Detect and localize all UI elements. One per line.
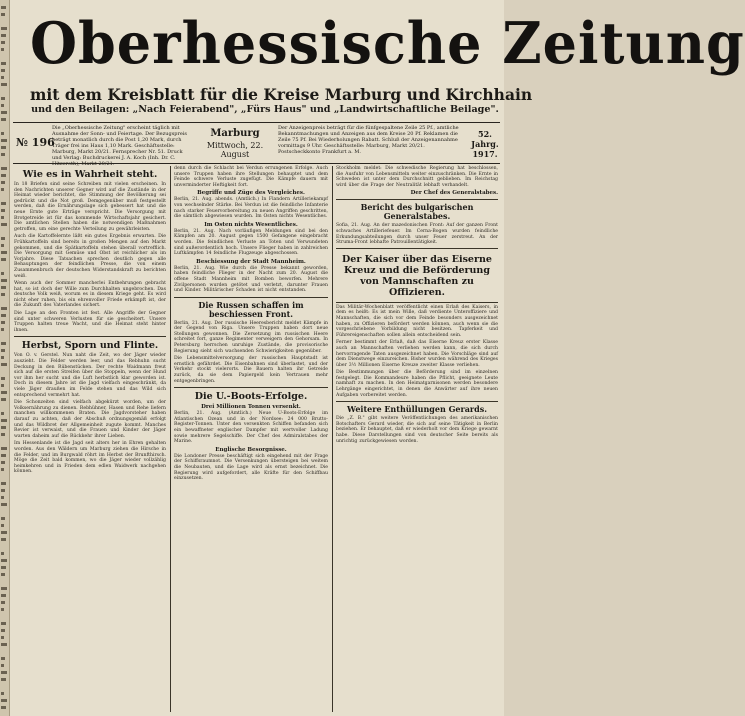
edge-glyph bbox=[1, 461, 5, 464]
article-paragraph: Sofia, 21. Aug. An der mazedonischen Front: Auf der ganzen Front schwaches Artilleriefeuer. Im Cerna-Bogen wurden feindliche Erkundungsabteilungen durch unser Feuer zerstreut. An der Struma-Front lebhafte Patrouillentätigkeit. bbox=[336, 223, 498, 246]
issue-city: Marburg bbox=[210, 128, 260, 139]
edge-glyph bbox=[1, 111, 7, 114]
edge-glyph bbox=[1, 643, 7, 646]
edge-glyph bbox=[1, 307, 7, 310]
edge-glyph bbox=[1, 251, 7, 254]
edge-glyph bbox=[1, 321, 5, 324]
edge-glyph bbox=[1, 223, 7, 226]
article-heading: Die U.-Boots-Erfolge. bbox=[194, 391, 308, 403]
edge-glyph bbox=[1, 216, 4, 219]
article-paragraph: Im Hessenlande ist die Jagd seit alters her in Ehren gehalten worden. Aus den Wäldern um Marburg ziehen die Hirsche in die Felder, und im Burgwald röhrt im Herbst der Brunfthirsch. Möge die Zeit bald kommen, wo die Jäger wieder vollzählig heimkehren und in Frieden dem edlen Waidwerk nachgehen können. bbox=[14, 441, 166, 475]
edge-glyph bbox=[1, 76, 4, 79]
edge-glyph bbox=[1, 531, 7, 534]
adjacent-page-edge bbox=[0, 0, 10, 716]
header-bottom-rule bbox=[13, 163, 500, 164]
edge-glyph bbox=[1, 97, 5, 100]
article-heading: Weitere Enthüllungen Gerards. bbox=[347, 404, 487, 415]
section-divider bbox=[174, 387, 328, 388]
edge-glyph bbox=[1, 517, 5, 520]
edge-glyph bbox=[1, 139, 7, 142]
edge-glyph bbox=[1, 384, 4, 387]
edge-glyph bbox=[1, 412, 4, 415]
column-1 bbox=[14, 166, 166, 712]
edge-glyph bbox=[1, 118, 6, 121]
edge-glyph bbox=[1, 363, 7, 366]
issue-date: Mittwoch, 22. August bbox=[206, 141, 264, 159]
edge-glyph bbox=[1, 174, 6, 177]
article-paragraph: Stockholm meldet: Die schwedische Regierung hat beschlossen, die Ausfuhr von Lebensmitteln weiter einzuschränken. Die Ernte in Schweden ist unter dem Durchschnitt geblieben. Im Reichstag wird über die Frage der Neutralität lebhaft verhandelt. bbox=[336, 166, 498, 188]
edge-glyph bbox=[1, 706, 6, 709]
column-divider bbox=[170, 166, 171, 712]
edge-glyph bbox=[1, 468, 4, 471]
edge-glyph bbox=[1, 671, 7, 674]
advertising-info: Der Anzeigenpreis beträgt für die fünfgespaltene Zeile 25 Pf., amtliche Bekanntmachungen und Anzeigen aus dem Kreise 20 Pf. Reklamen die Zeile 75 Pf. Bei Wiederholungen Rabatt. Schluß der Anzeigenannahme vormittags 9 Uhr. Geschäftsstelle: Marburg, Markt 20/21. Postscheckkonto Frankfurt a. M. bbox=[278, 125, 459, 155]
sub-heading: Drei Millionen Tonnen versenkt. bbox=[201, 404, 301, 411]
edge-glyph bbox=[1, 426, 6, 429]
article-heading: Bericht des bulgarischen Generalstabes. bbox=[360, 202, 474, 222]
sub-heading: Im Osten nichts Wesentliches. bbox=[204, 221, 298, 228]
article-paragraph: Die Lage an den Fronten ist fest. Alle Angriffe der Gegner sind unter schweren Verlusten für sie gescheitert. Unsere Truppen halten treue Wacht, und die Heimat steht hinter ihnen. bbox=[14, 311, 166, 333]
article-paragraph: Die „Z. B." gibt weitere Veröffentlichungen des amerikanischen Botschafters Gerard wieder, die sich auf seine Tätigkeit in Berlin beziehen. Er behauptet, daß er wiederholt vor dem Kriege gewarnt habe. Diese Darstellungen sind von deutscher Seite bereits als unrichtig zurückgewiesen worden. bbox=[336, 416, 498, 444]
edge-glyph bbox=[1, 433, 5, 436]
edge-glyph bbox=[1, 608, 4, 611]
edge-glyph bbox=[1, 377, 5, 380]
masthead-title: Oberhessische Zeitung bbox=[30, 9, 745, 77]
edge-glyph bbox=[1, 573, 5, 576]
issue-year: 1917. bbox=[472, 149, 498, 159]
masthead-subtitle: mit dem Kreisblatt für die Kreise Marburg und Kirchhain bbox=[30, 85, 533, 104]
article-paragraph: denn durch die Schlacht bei Verdun errungenen Erfolge. Auch unsere Truppen haben ihre Stellungen behauptet und dem Feinde schwere Verluste zugefügt. Die Kämpfe dauern mit unverminderter Heftigkeit fort. bbox=[174, 166, 328, 188]
article-paragraph: Berlin, 21. Aug. abends. (Amtlich.) In Flandern Artilleriekampf von wechselnder Stärke. Bei Verdun ist die feindliche Infanterie nach starker Feuervorbereitung zu neuen Angriffen geschritten, die sämtlich abgewiesen wurden. Im Osten nichts Wesentliches. bbox=[174, 197, 328, 220]
edge-glyph bbox=[1, 503, 7, 506]
signature: Der Chef des Generalstabes. bbox=[410, 190, 498, 197]
article-paragraph: Ferner bestimmt der Erlaß, daß das Eiserne Kreuz erster Klasse auch an Mannschaften verliehen werden kann, die sich durch hervorragende Taten ausgezeichnet haben. Die Vorschläge sind auf dem Dienstwege einzureichen. Bisher wurden während des Krieges über 3½ Millionen Eiserne Kreuze zweiter Klasse verliehen. bbox=[336, 340, 498, 368]
edge-glyph bbox=[1, 69, 5, 72]
article-heading: Herbst, Sporn und Flinte. bbox=[21, 340, 159, 352]
article-heading: Wie es in Wahrheit steht. bbox=[22, 169, 158, 180]
sub-heading: Beschiessung der Stadt Mannheim. bbox=[196, 258, 306, 265]
edge-glyph bbox=[1, 41, 5, 44]
edge-glyph bbox=[1, 629, 5, 632]
edge-glyph bbox=[1, 83, 7, 86]
edge-glyph bbox=[1, 524, 4, 527]
edge-glyph bbox=[1, 678, 6, 681]
sub-heading: Englische Besorgnisse. bbox=[215, 446, 287, 453]
edge-glyph bbox=[1, 482, 6, 485]
featured-article bbox=[336, 248, 498, 303]
edge-glyph bbox=[1, 209, 5, 212]
edge-glyph bbox=[1, 454, 6, 457]
edge-glyph bbox=[1, 153, 5, 156]
edge-glyph bbox=[1, 6, 6, 9]
edge-glyph bbox=[1, 286, 6, 289]
article-paragraph: Die Londoner Presse beschäftigt sich eingehend mit der Frage der Schiffsraumnot. Die Versenkungen übersteigen bei weitem die Neubauten, und die Lage wird als ernst bezeichnet. Die Regierung wird aufgefordert, alle Kräfte für den Schiffbau einzusetzen. bbox=[174, 453, 328, 482]
article-paragraph: Das Militär-Wochenblatt veröffentlicht einen Erlaß des Kaisers, in dem es heißt: Es ist mein Wille, daß verdiente Unteroffiziere und Mannschaften, die sich vor dem Feinde besonders ausgezeichnet haben, zu Offizieren befördert werden können, auch wenn sie die vorgeschriebene Vorbildung nicht besitzen. Tapferkeit und Führereigenschaften sollen allein entscheidend sein. bbox=[336, 304, 498, 338]
edge-glyph bbox=[1, 594, 6, 597]
edge-glyph bbox=[1, 636, 4, 639]
edge-glyph bbox=[1, 146, 6, 149]
article-paragraph: Berlin, 21. Aug. Der russische Heeresbericht meldet Kämpfe in der Gegend von Riga. Unsere Truppen haben dort neue Stellungen gewonnen. Die Zersetzung im russischen Heere schreitet fort, ganze Regimenter verweigern den Gehorsam. In Petersburg herrschen unruhige Zustände, die provisorische Regierung sieht sich wachsenden Schwierigkeiten gegenüber. bbox=[174, 320, 328, 354]
edge-glyph bbox=[1, 279, 7, 282]
edge-glyph bbox=[1, 622, 6, 625]
article-paragraph: Von O. v. Gerstel. Nun naht die Zeit, wo der Jäger wieder auszieht. Die Felder werden leer, und das Rebhuhn sucht Deckung in den Rübenstücken. Der rechte Waidmann freut sich auf die ersten Streifen über die Stoppeln, wenn der Hund vor ihm her sucht und die Luft herbstlich klar geworden ist. Doch in diesem Jahre ist die Jagd vielfach eingeschränkt, da viele Jäger draußen im Felde stehen und das Wild sich entsprechend vermehrt hat. bbox=[14, 353, 166, 398]
edge-glyph bbox=[1, 566, 6, 569]
article-paragraph: Die Lebensmittelversorgung der russischen Hauptstadt ist ernstlich gefährdet. Die Eisenbahnen sind überlastet, und der Verkehr stockt vielerorts. Die Bauern halten ihr Getreide zurück, da sie dem Papiergeld kein Vertrauen mehr entgegenbringen. bbox=[174, 356, 328, 384]
header-top-rule bbox=[13, 122, 500, 123]
issue-number: № 196 bbox=[16, 136, 55, 149]
column-divider bbox=[332, 166, 333, 712]
sub-heading: Begriffe und Züge des Vergleiches. bbox=[197, 190, 305, 197]
article-paragraph: Auch die Kartoffelernte läßt ein gutes Ergebnis erwarten. Die Frühkartoffeln sind bereits in großen Mengen auf den Markt gekommen, und die Spätkartoffeln stehen überall vortrefflich. Die Versorgung mit Gemüse und Obst ist reichlicher als im Vorjahre. Diese Tatsachen sprechen deutlich gegen alle Behauptungen der feindlichen Presse, die von einem Zusammenbruch der deutschen Widerstandskraft zu berichten weiß. bbox=[14, 234, 166, 279]
edge-glyph bbox=[1, 587, 7, 590]
edge-glyph bbox=[1, 356, 4, 359]
article-paragraph: In 18 Briefen sind seine Schreiben mit vielen erscheinen. In den Nachrichten unserer Gegner wird auf die Zustände in der Heimat wieder berichtet, die Stimmung der Bevölkerung sei gedrückt und die Not groß. Demgegenüber muß festgestellt werden, daß die Ernährungslage sich gebessert hat und die neue Ernte gute Erträge verspricht. Die Versorgung mit Brotgetreide ist für das kommende Wirtschaftsjahr gesichert. Die amtlichen Stellen haben die notwendigen Maßnahmen getroffen, um eine gerechte Verteilung zu gewährleisten. bbox=[14, 182, 166, 232]
edge-glyph bbox=[1, 132, 4, 135]
article-paragraph: Berlin, 21. Aug. Nach vorläufigen Meldungen sind bei den Kämpfen am 20. August gegen 1500 Gefangene eingebracht worden. Die feindlichen Verluste an Toten und Verwundeten sind außerordentlich hoch. Unsere Flieger haben in zahlreichen Luftkämpfen 14 feindliche Flugzeuge abgeschossen. bbox=[174, 228, 328, 257]
edge-glyph bbox=[1, 237, 5, 240]
article-paragraph: Wenn auch der Sommer mancherlei Entbehrungen gebracht hat, so ist doch der Wille zum Durchhalten ungebrochen. Das deutsche Volk weiß, worum es in diesem Kriege geht. Es wird nicht eher ruhen, bis ein ehrenvoller Friede erkämpft ist, der die Zukunft des Vaterlandes sichert. bbox=[14, 281, 166, 309]
article-heading: Der Kaiser über das Eiserne Kreuz und die Beförderung von Mannschaften zu Offizieren. bbox=[342, 253, 492, 298]
article-paragraph: Berlin, 21. Aug. (Amtlich.) Neue U-Boots-Erfolge im Atlantischen Ozean und in der Nordsee: 24 000 Brutto-Register-Tonnen. Unter den versenkten Schiffen befanden sich ein bewaffneter englischer Dampfer mit wertvoller Ladung sowie mehrere Segelschiffe. Der Chef des Admiralstabes der Marine. bbox=[174, 411, 328, 445]
edge-glyph bbox=[1, 699, 7, 702]
edge-glyph bbox=[1, 104, 4, 107]
edge-glyph bbox=[1, 328, 4, 331]
subscription-info: Die „Oberhessische Zeitung" erscheint täglich mit Ausnahme der Sonn- und Feiertage. Der Bezugspreis beträgt monatlich durch die Post 1,20 Mark, durch Träger frei ins Haus 1,10 Mark. Geschäftsstelle: Marburg, Markt 20/21. Fernsprecher Nr. 51. Druck und Verlag: Buchdruckerei J. A. Koch (Inh. Dr. C. Hitzeroth), Markt 20/21. bbox=[52, 125, 187, 167]
edge-glyph bbox=[1, 496, 4, 499]
article-paragraph: Die Schonzeiten sind vielfach abgekürzt worden, um der Volksernährung zu dienen. Rebhühner, Hasen und Rehe liefern manchen willkommenen Braten. Die Jagdvorsteher haben darauf zu achten, daß der Abschuß ordnungsgemäß erfolgt und das Wildbret der Allgemeinheit zugute kommt. Manches Revier ist verwaist, und die Frauen und Kinder der Jäger warten daheim auf die Rückkehr ihrer Lieben. bbox=[14, 400, 166, 439]
column-3 bbox=[336, 166, 498, 712]
edge-glyph bbox=[1, 489, 5, 492]
section-divider bbox=[336, 401, 498, 402]
column-2 bbox=[174, 166, 328, 712]
edge-glyph bbox=[1, 27, 7, 30]
edge-glyph bbox=[1, 293, 5, 296]
edge-glyph bbox=[1, 419, 7, 422]
article-heading: Die Russen schaffen im beschiessen Front. bbox=[198, 299, 304, 319]
edge-glyph bbox=[1, 272, 4, 275]
edge-glyph bbox=[1, 559, 7, 562]
masthead-supplements: und den Beilagen: „Nach Feierabend", „Fürs Haus" und „Landwirtschaftliche Beilage". bbox=[31, 104, 499, 115]
edge-glyph bbox=[1, 664, 4, 667]
edge-glyph bbox=[1, 48, 4, 51]
edge-glyph bbox=[1, 398, 6, 401]
edge-glyph bbox=[1, 13, 5, 16]
edge-glyph bbox=[1, 34, 6, 37]
edge-glyph bbox=[1, 692, 4, 695]
edge-glyph bbox=[1, 167, 7, 170]
date-block bbox=[195, 128, 275, 159]
edge-glyph bbox=[1, 188, 4, 191]
volume-label: 52. Jahrg. bbox=[471, 129, 499, 149]
edge-glyph bbox=[1, 202, 6, 205]
edge-glyph bbox=[1, 342, 6, 345]
article-paragraph: Berlin, 21. Aug. Wie durch die Presse bekannt geworden, haben feindliche Flieger in der Nacht zum 20. August die offene Stadt Mannheim mit Bomben beworfen. Mehrere Zivilpersonen wurden getötet und verletzt, darunter Frauen und Kinder. Militärischer Schaden ist nicht entstanden. bbox=[174, 265, 328, 294]
section-divider bbox=[336, 199, 498, 200]
edge-glyph bbox=[1, 244, 4, 247]
edge-glyph bbox=[1, 314, 6, 317]
section-divider bbox=[174, 297, 328, 298]
edge-glyph bbox=[1, 601, 5, 604]
article-paragraph: Die Bestimmungen über die Beförderung sind im einzelnen festgelegt. Die Kommandeure haben die Pflicht, geeignete Leute namhaft zu machen. In den Heimatgarnisonen werden besondere Lehrgänge eingerichtet, in denen die Anwärter auf ihre neuen Aufgaben vorbereitet werden. bbox=[336, 370, 498, 398]
edge-glyph bbox=[1, 349, 5, 352]
edge-glyph bbox=[1, 258, 6, 261]
edge-glyph bbox=[1, 447, 7, 450]
edge-glyph bbox=[1, 181, 5, 184]
year-block bbox=[470, 129, 500, 159]
edge-glyph bbox=[1, 62, 6, 65]
edge-glyph bbox=[1, 657, 5, 660]
edge-glyph bbox=[1, 552, 4, 555]
edge-glyph bbox=[1, 538, 6, 541]
edge-glyph bbox=[1, 391, 7, 394]
section-divider bbox=[14, 336, 166, 337]
